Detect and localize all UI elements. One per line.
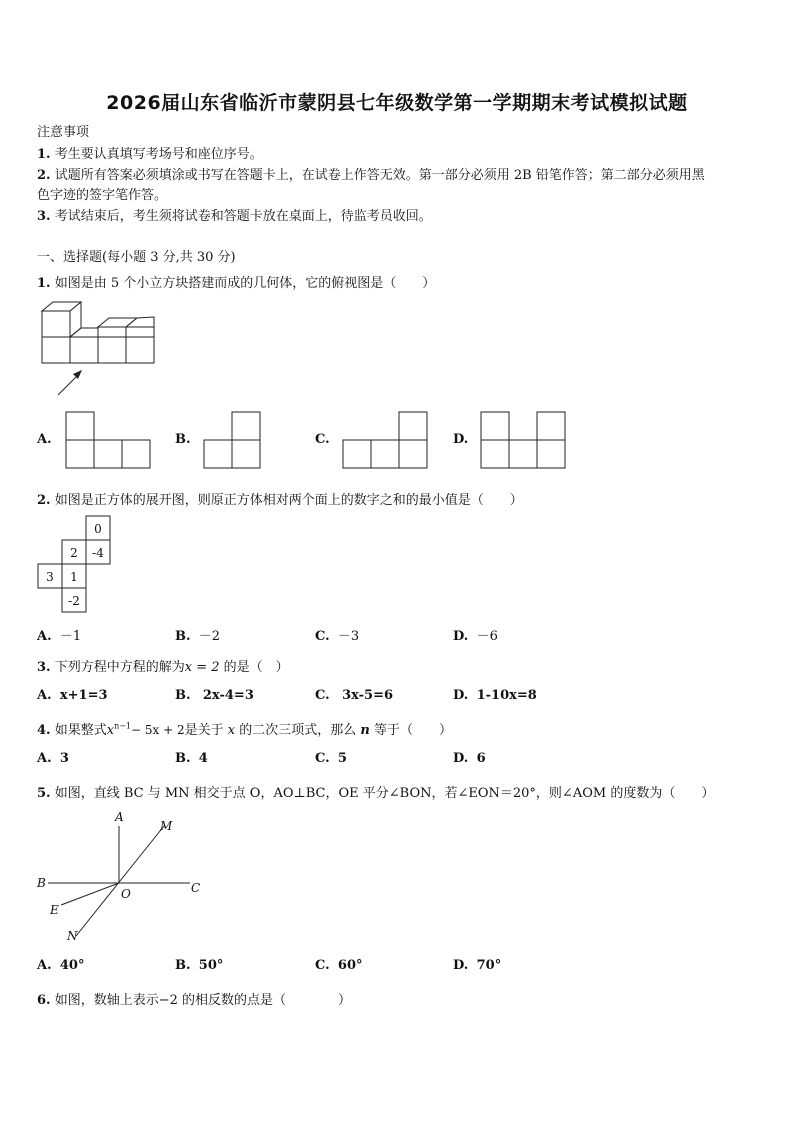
- question-text: 如图是正方体的展开图，则原正方体相对两个面上的数字之和的最小值是（ ）: [54, 493, 523, 508]
- notice-item-3: [37, 205, 432, 224]
- label-o: O: [121, 887, 131, 901]
- option-label: C.: [315, 751, 330, 766]
- question-text: 下列方程中方程的解为: [54, 660, 185, 675]
- question-2: [37, 489, 523, 508]
- option-b-figure[interactable]: [203, 410, 265, 470]
- label-c: C: [191, 881, 201, 895]
- option-label: C.: [315, 958, 330, 973]
- section-heading: 一、选择题(每小题 3 分,共 30 分): [37, 250, 236, 265]
- notice-text: 试题所有答案必须填涂或书写在答题卡上，在试卷上作答无效。第一部分必须用 2B 铅笔作答；第二部分必须用黑: [54, 168, 705, 183]
- math-variable: n: [360, 723, 370, 738]
- question-text: 如果整式: [54, 723, 107, 738]
- q4-option-d[interactable]: [453, 751, 486, 766]
- notice-item-1: [37, 143, 263, 162]
- option-label: A.: [37, 629, 52, 644]
- q5-option-a[interactable]: [37, 958, 84, 973]
- option-label: A.: [37, 432, 52, 447]
- option-d-figure[interactable]: [480, 410, 568, 470]
- q4-option-b[interactable]: [175, 751, 208, 766]
- q3-option-a[interactable]: [37, 688, 108, 703]
- q3-option-b[interactable]: [175, 688, 254, 703]
- option-label: D.: [453, 751, 469, 766]
- q2-option-d[interactable]: [453, 625, 498, 644]
- page-title: 2026届山东省临沂市蒙阴县七年级数学第一学期期末考试模拟试题: [106, 92, 688, 114]
- option-label: A.: [37, 751, 52, 766]
- net-cell-3: 3: [46, 570, 54, 584]
- net-cell-neg4: -4: [92, 546, 104, 560]
- question-number: 1.: [37, 276, 51, 291]
- label-m: M: [160, 819, 173, 833]
- math-exponent: n−1: [114, 721, 132, 731]
- option-value: 2x-4=3: [202, 688, 254, 703]
- option-b-label[interactable]: [175, 432, 191, 447]
- label-e: E: [50, 903, 59, 917]
- option-label: A.: [37, 958, 52, 973]
- option-value: 50°: [198, 958, 224, 973]
- option-value: 6: [476, 751, 486, 766]
- net-cell-0: 0: [94, 522, 102, 536]
- q5-option-c[interactable]: [315, 958, 363, 973]
- option-value: 3: [59, 751, 69, 766]
- q2-option-c[interactable]: [315, 625, 359, 644]
- option-value: －6: [476, 629, 498, 644]
- option-label: D.: [453, 958, 469, 973]
- math-expression: x = 2: [184, 660, 220, 675]
- q5-option-b[interactable]: [175, 958, 223, 973]
- math-expression: − 5x + 2: [131, 723, 185, 737]
- cube-solid-figure: [36, 300, 161, 400]
- question-5: [37, 782, 714, 801]
- option-label: B.: [175, 751, 191, 766]
- math-expression: −2: [158, 993, 178, 1008]
- question-number: 6.: [37, 993, 51, 1008]
- option-value: －2: [198, 629, 221, 644]
- q3-option-c[interactable]: [315, 688, 393, 703]
- q4-option-c[interactable]: [315, 751, 347, 766]
- option-value: 70°: [476, 958, 502, 973]
- notice-num: 2.: [37, 168, 51, 183]
- option-label: B.: [175, 432, 191, 447]
- question-6: [37, 989, 351, 1008]
- net-cell-neg2: -2: [68, 594, 80, 608]
- option-label: D.: [453, 629, 469, 644]
- question-number: 4.: [37, 723, 51, 738]
- notice-text: 考试结束后，考生须将试卷和答题卡放在桌面上，待监考员收回。: [54, 209, 432, 224]
- question-number: 5.: [37, 786, 51, 801]
- option-label: D.: [453, 688, 469, 703]
- option-value: －3: [337, 629, 360, 644]
- option-label: D.: [453, 432, 469, 447]
- q3-option-d[interactable]: [453, 688, 537, 703]
- option-d-label[interactable]: [453, 432, 468, 447]
- option-value: 4: [198, 751, 208, 766]
- option-a-figure[interactable]: [65, 410, 153, 470]
- notice-text: 考生要认真填写考场号和座位序号。: [54, 147, 263, 162]
- option-label: C.: [315, 432, 330, 447]
- option-value: 60°: [337, 958, 363, 973]
- option-value: 1-10x=8: [476, 688, 537, 703]
- option-value: 40°: [59, 958, 85, 973]
- notice-item-2-cont: [37, 184, 167, 203]
- option-value: 5: [337, 751, 347, 766]
- q2-option-b[interactable]: [175, 625, 220, 644]
- question-number: 3.: [37, 660, 51, 675]
- math-variable: x: [227, 723, 236, 738]
- option-c-label[interactable]: [315, 432, 330, 447]
- option-label: B.: [175, 629, 191, 644]
- question-1: [37, 272, 435, 291]
- question-text: 的相反数的点是（ ）: [182, 993, 352, 1008]
- net-cell-1: 1: [70, 570, 78, 584]
- label-b: B: [37, 876, 46, 890]
- q2-option-a[interactable]: [37, 625, 81, 644]
- question-text: 如图，直线 BC 与 MN 相交于点 O，AO⊥BC，OE 平分∠BON，若∠EON＝20°，则∠AOM 的度数为（ ）: [54, 786, 715, 801]
- option-label: B.: [175, 688, 191, 703]
- q4-option-a[interactable]: [37, 751, 69, 766]
- option-value: －1: [59, 629, 82, 644]
- cube-net-figure: [36, 515, 116, 615]
- question-text: 的是（ ）: [223, 660, 289, 675]
- notice-num: 3.: [37, 209, 51, 224]
- option-label: A.: [37, 688, 52, 703]
- notice-heading: 注意事项: [37, 125, 90, 140]
- question-text: 如图，数轴上表示: [54, 993, 159, 1008]
- question-text: 如图是由 5 个小立方块搭建而成的几何体，它的俯视图是（ ）: [54, 276, 436, 291]
- label-n: N: [67, 929, 78, 943]
- notice-item-2: [37, 164, 705, 183]
- option-c-figure[interactable]: [342, 410, 430, 470]
- option-label: B.: [175, 958, 191, 973]
- option-value: 3x-5=6: [342, 688, 394, 703]
- question-text: 等于（ ）: [374, 723, 453, 738]
- question-text: 是关于: [184, 723, 224, 738]
- math-expression: x: [106, 723, 115, 738]
- question-text: 的二次三项式，那么: [239, 723, 357, 738]
- question-3: [37, 656, 289, 675]
- notice-num: 1.: [37, 147, 51, 162]
- question-number: 2.: [37, 493, 51, 508]
- option-value: x+1=3: [59, 688, 108, 703]
- label-a: A: [115, 810, 124, 824]
- option-a-label[interactable]: [37, 432, 52, 447]
- option-label: C.: [315, 629, 330, 644]
- option-label: C.: [315, 688, 330, 703]
- angle-figure: [34, 808, 209, 948]
- net-cell-2: 2: [70, 546, 78, 560]
- notice-text: 色字迹的签字笔作答。: [37, 188, 168, 203]
- q5-option-d[interactable]: [453, 958, 501, 973]
- question-4: [37, 719, 452, 738]
